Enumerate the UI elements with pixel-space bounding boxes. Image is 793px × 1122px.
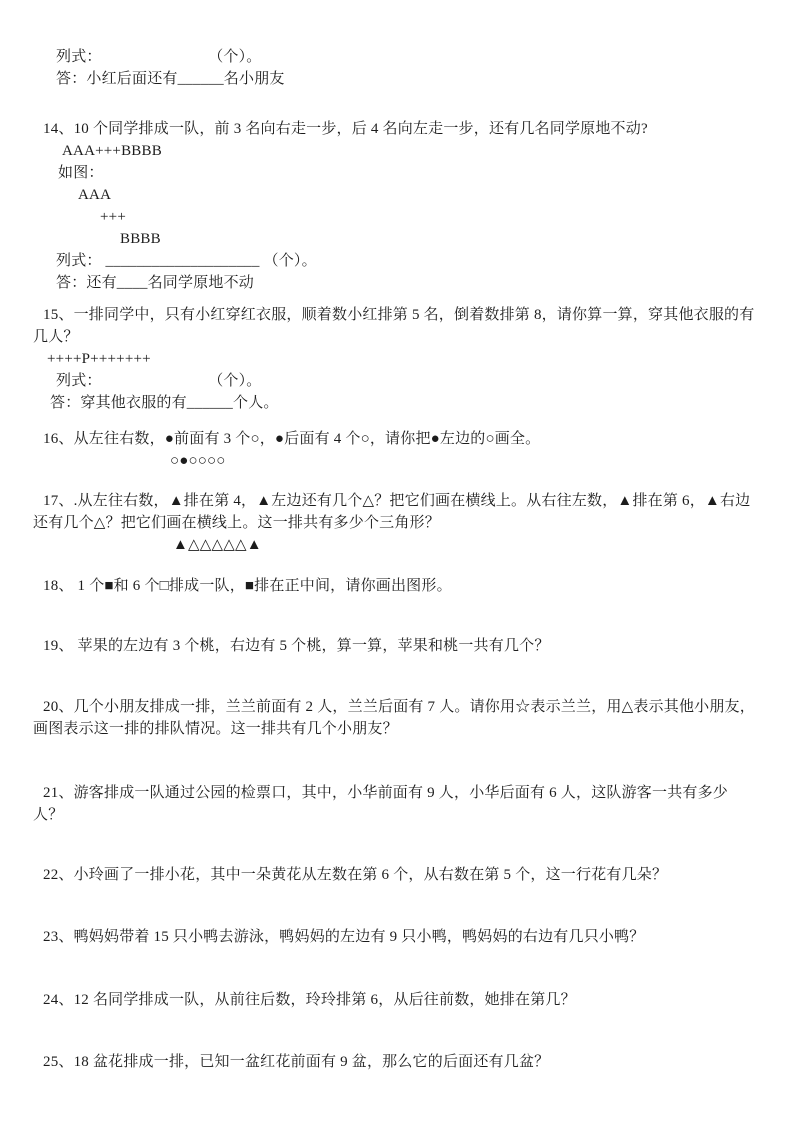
- problem-15-diagram: ++++P+++++++: [47, 351, 151, 367]
- prev-problem-answer-line: 答：小红后面还有______名小朋友: [56, 71, 285, 87]
- problem-15-formula-line: 列式： （个）。: [56, 373, 262, 389]
- problem-14-text: 14、10 个同学排成一队，前 3 名向右走一步，后 4 名向左走一步，还有几名同学原地不动?: [43, 121, 648, 137]
- problem-16-circles-diagram: ○●○○○○: [170, 453, 226, 469]
- problem-14-diagram-row-a: AAA: [78, 187, 112, 203]
- problem-14-answer-line: 答：还有____名同学原地不动: [56, 275, 255, 291]
- problem-14-diagram-row-b: BBBB: [120, 231, 161, 247]
- problem-22-text: 22、小玲画了一排小花，其中一朵黄花从左数在第 6 个，从右数在第 5 个，这一行花有几朵？: [43, 867, 668, 883]
- problem-15-answer-line: 答：穿其他衣服的有______个人。: [50, 395, 279, 411]
- problem-21-text: 21、游客排成一队通过公园的检票口，其中，小华前面有 9 人，小华后面有 6 人，这队游客一共有多少人？: [33, 785, 729, 823]
- problem-14-diagram-row-plus: +++: [100, 209, 126, 225]
- problem-20-text: 20、几个小朋友排成一排，兰兰前面有 2 人，兰兰后面有 7 人。请你用☆表示兰兰，用△表示其他小朋友，画图表示这一排的排队情况。这一排共有几个小朋友？: [33, 699, 755, 737]
- problem-25-text: 25、18 盆花排成一排，已知一盆红花前面有 9 盆，那么它的后面还有几盆？: [43, 1054, 550, 1070]
- problem-23-text: 23、鸭妈妈带着 15 只小鸭去游泳，鸭妈妈的左边有 9 只小鸭，鸭妈妈的右边有几只小鸭？: [43, 929, 645, 945]
- problem-14-inline-diagram: AAA+++BBBB: [62, 143, 162, 159]
- problem-16-text: 16、从左往右数，●前面有 3 个○，●后面有 4 个○，请你把●左边的○画全。: [43, 431, 541, 447]
- problem-15-text: 15、一排同学中，只有小红穿红衣服，顺着数小红排第 5 名，倒着数排第 8，请你算一算，穿其他衣服的有几人？: [33, 307, 755, 345]
- problem-19-text: 19、 苹果的左边有 3 个桃，右边有 5 个桃，算一算，苹果和桃一共有几个？: [43, 638, 550, 654]
- problem-18-text: 18、 1 个■和 6 个□排成一队，■排在正中间，请你画出图形。: [43, 578, 452, 594]
- prev-problem-formula-line: 列式： （个）。: [56, 49, 262, 65]
- problem-24-text: 24、12 名同学排成一队，从前往后数，玲玲排第 6，从后往前数，她排在第几？: [43, 992, 576, 1008]
- problem-14-figure-label: 如图：: [58, 165, 104, 181]
- problem-17-triangles-diagram: ▲△△△△△▲: [173, 537, 262, 553]
- problem-17-text: 17、.从左往右数，▲排在第 4，▲左边还有几个△？把它们画在横线上。从右往左数，▲排在第 6，▲右边还有几个△？把它们画在横线上。这一排共有多少个三角形？: [33, 493, 751, 531]
- problem-14-formula-line: 列式： ____________________ （个）。: [56, 253, 317, 269]
